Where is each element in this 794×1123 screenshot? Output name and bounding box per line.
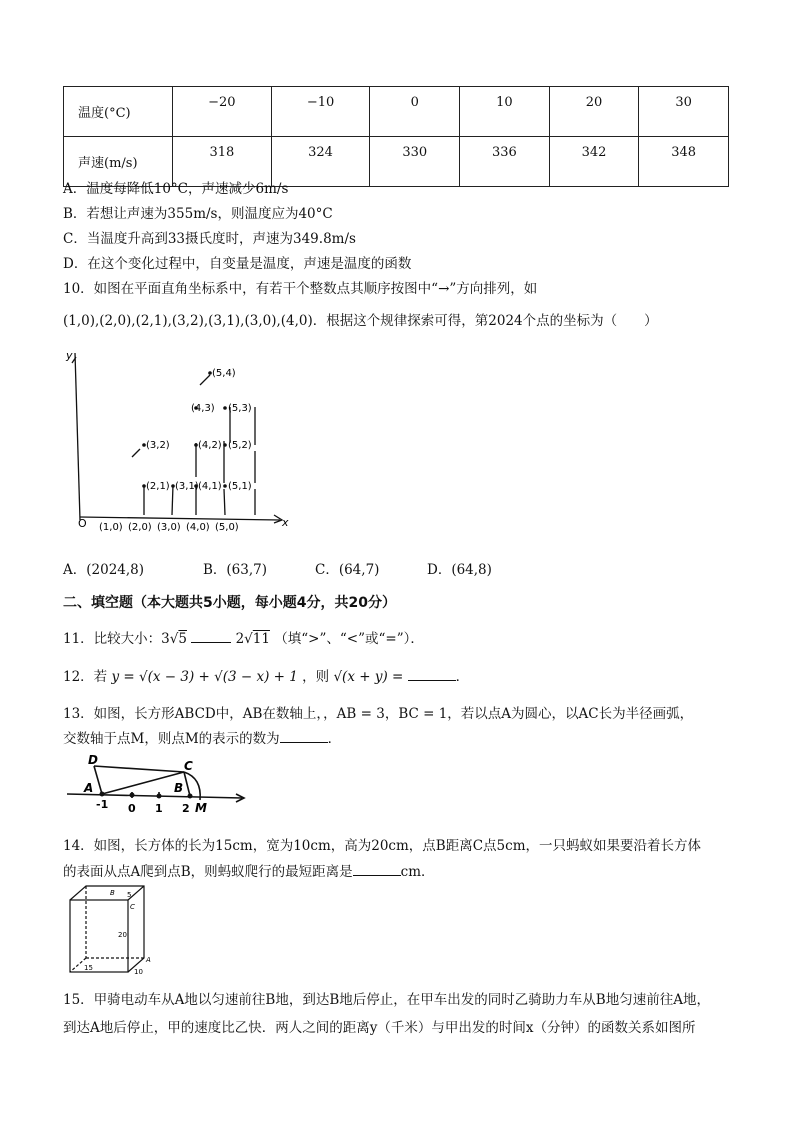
label-b: B [110,889,115,897]
table-cell: 336 [460,137,550,187]
table-cell: 10 [460,87,550,137]
tick-label: 0 [128,802,136,815]
label-d: D [88,753,98,767]
q10-option-b: B．(63,7) [203,562,268,578]
q9-option-c: C．当温度升高到33摄氏度时，声速为349.8m/s [63,231,356,247]
point-label: (3,0) [157,522,181,533]
temperature-speed-table [63,86,729,187]
q12-suffix: ． [455,669,470,685]
label-five: 5 [127,891,132,899]
tick-label: 2 [182,802,190,815]
label-a: A [84,781,94,795]
label-c: C [130,903,135,911]
q14-cuboid-figure [66,882,156,980]
label-twenty: 20 [118,931,127,939]
point-label: (4,3) [191,403,215,414]
q14-line2-text: 的表面从点A爬到点B，则蚂蚁爬行的最短距离是 [63,864,353,880]
point-label: (5,0) [215,522,239,533]
section-heading: 二、填空题（本大题共5小题，每小题4分，共20分） [63,595,396,611]
table-cell: 318 [173,137,272,187]
point-label: (3,1) [175,481,199,492]
tick-label: 1 [155,802,163,815]
row-label-speed: 声速(m/s) [64,137,173,187]
q10-option-c: C．(64,7) [315,562,380,578]
q13-line2-text: 交数轴于点M，则点M的表示的数为 [63,731,280,747]
q11-suffix: （填“>”、“<”或“=”）． [274,631,424,647]
q12-expression: y = √(x − 3) + √(3 − x) + 1 [111,669,298,685]
q11: 11．比较大小：3√5 2√11 （填“>”、“<”或“=”）． [63,631,424,647]
table-cell: 348 [639,137,729,187]
table-cell: −10 [271,87,370,137]
table-cell: 330 [370,137,460,187]
q14-line1: 14．如图，长方体的长为15cm，宽为10cm，高为20cm，点B距离C点5cm，一只蚂蚁如果要沿着长方体 [63,838,701,854]
point-label: (5,2) [228,440,252,451]
q12-mid: ，则 [302,669,330,685]
q9-option-d: D．在这个变化过程中，自变量是温度，声速是温度的函数 [63,256,412,272]
q11-radicand-2: 11 [252,631,270,647]
table-cell: 20 [549,87,639,137]
q12-expression-2: √(x + y) = [333,669,404,685]
point-label: (2,1) [146,481,170,492]
label-c: C [184,759,193,773]
label-a: A [146,956,151,964]
q11-prefix: 11．比较大小：3 [63,631,170,647]
q13-answer-blank [280,730,328,743]
q15-line2: 到达A地后停止，甲的速度比乙快．两人之间的距离y（千米）与甲出发的时间x（分钟）的函数关系如图所 [63,1020,696,1036]
table-cell: 342 [549,137,639,187]
point-label: (5,1) [228,481,252,492]
table-row [64,87,729,137]
q13-line1: 13．如图，长方形ABCD中，AB在数轴上，，AB = 3，BC = 1，若以点A为圆心，以AC长为半径画弧， [63,706,694,722]
label-ten: 10 [134,968,143,976]
point-label: (2,0) [128,522,152,533]
q10-line1: 10．如图在平面直角坐标系中，有若干个整数点其顺序按图中“→”方向排列，如 [63,281,538,297]
q14-answer-blank [353,863,401,876]
y-axis-label: y [66,349,73,362]
table-cell: 0 [370,87,460,137]
origin-label: O [78,517,87,530]
point-label: (4,0) [186,522,210,533]
q15-line1: 15．甲骑电动车从A地以匀速前往B地，到达B地后停止，在甲车出发的同时乙骑助力车从B地匀速前往A地， [63,992,710,1008]
q12 [63,665,469,685]
q10-coordinate-figure [60,345,300,535]
q11-answer-blank [191,630,231,643]
point-label: (1,0) [99,522,123,533]
point-label: (4,1) [198,481,222,492]
tick-label: -1 [96,798,109,811]
q13-suffix: ． [327,731,342,747]
q9-option-b: B．若想让声速为355m/s，则温度应为40°C [63,206,333,222]
row-label-temperature: 温度(°C) [64,87,173,137]
x-axis-label: x [282,516,289,529]
label-m: M [195,801,207,815]
q11-coefficient: 2 [235,631,245,647]
point-label: (5,4) [212,368,236,379]
point-label: (4,2) [198,440,222,451]
table-cell: 324 [271,137,370,187]
q10-line2: (1,0),(2,0),(2,1),(3,2),(3,1),(3,0),(4,0)．根据这个规律探索可得，第2024个点的坐标为（ ） [63,313,658,329]
point-label: (3,2) [146,440,170,451]
q10-option-d: D．(64,8) [427,562,492,578]
q9-option-a: A．温度每降低10°C，声速减少6m/s [63,181,289,197]
point-label: (5,3) [228,403,252,414]
table-cell: 30 [639,87,729,137]
q14-line2 [63,860,435,880]
q11-radicand-1: 5 [178,631,187,647]
q12-prefix: 12．若 [63,669,108,685]
q13-line2 [63,727,341,747]
q13-number-line-figure [62,752,252,817]
table-cell: −20 [173,87,272,137]
label-b: B [174,781,184,795]
q14-suffix: cm． [400,864,435,880]
q10-option-a: A．(2024,8) [63,562,145,578]
label-fifteen: 15 [84,964,93,972]
q12-answer-blank [408,668,456,681]
